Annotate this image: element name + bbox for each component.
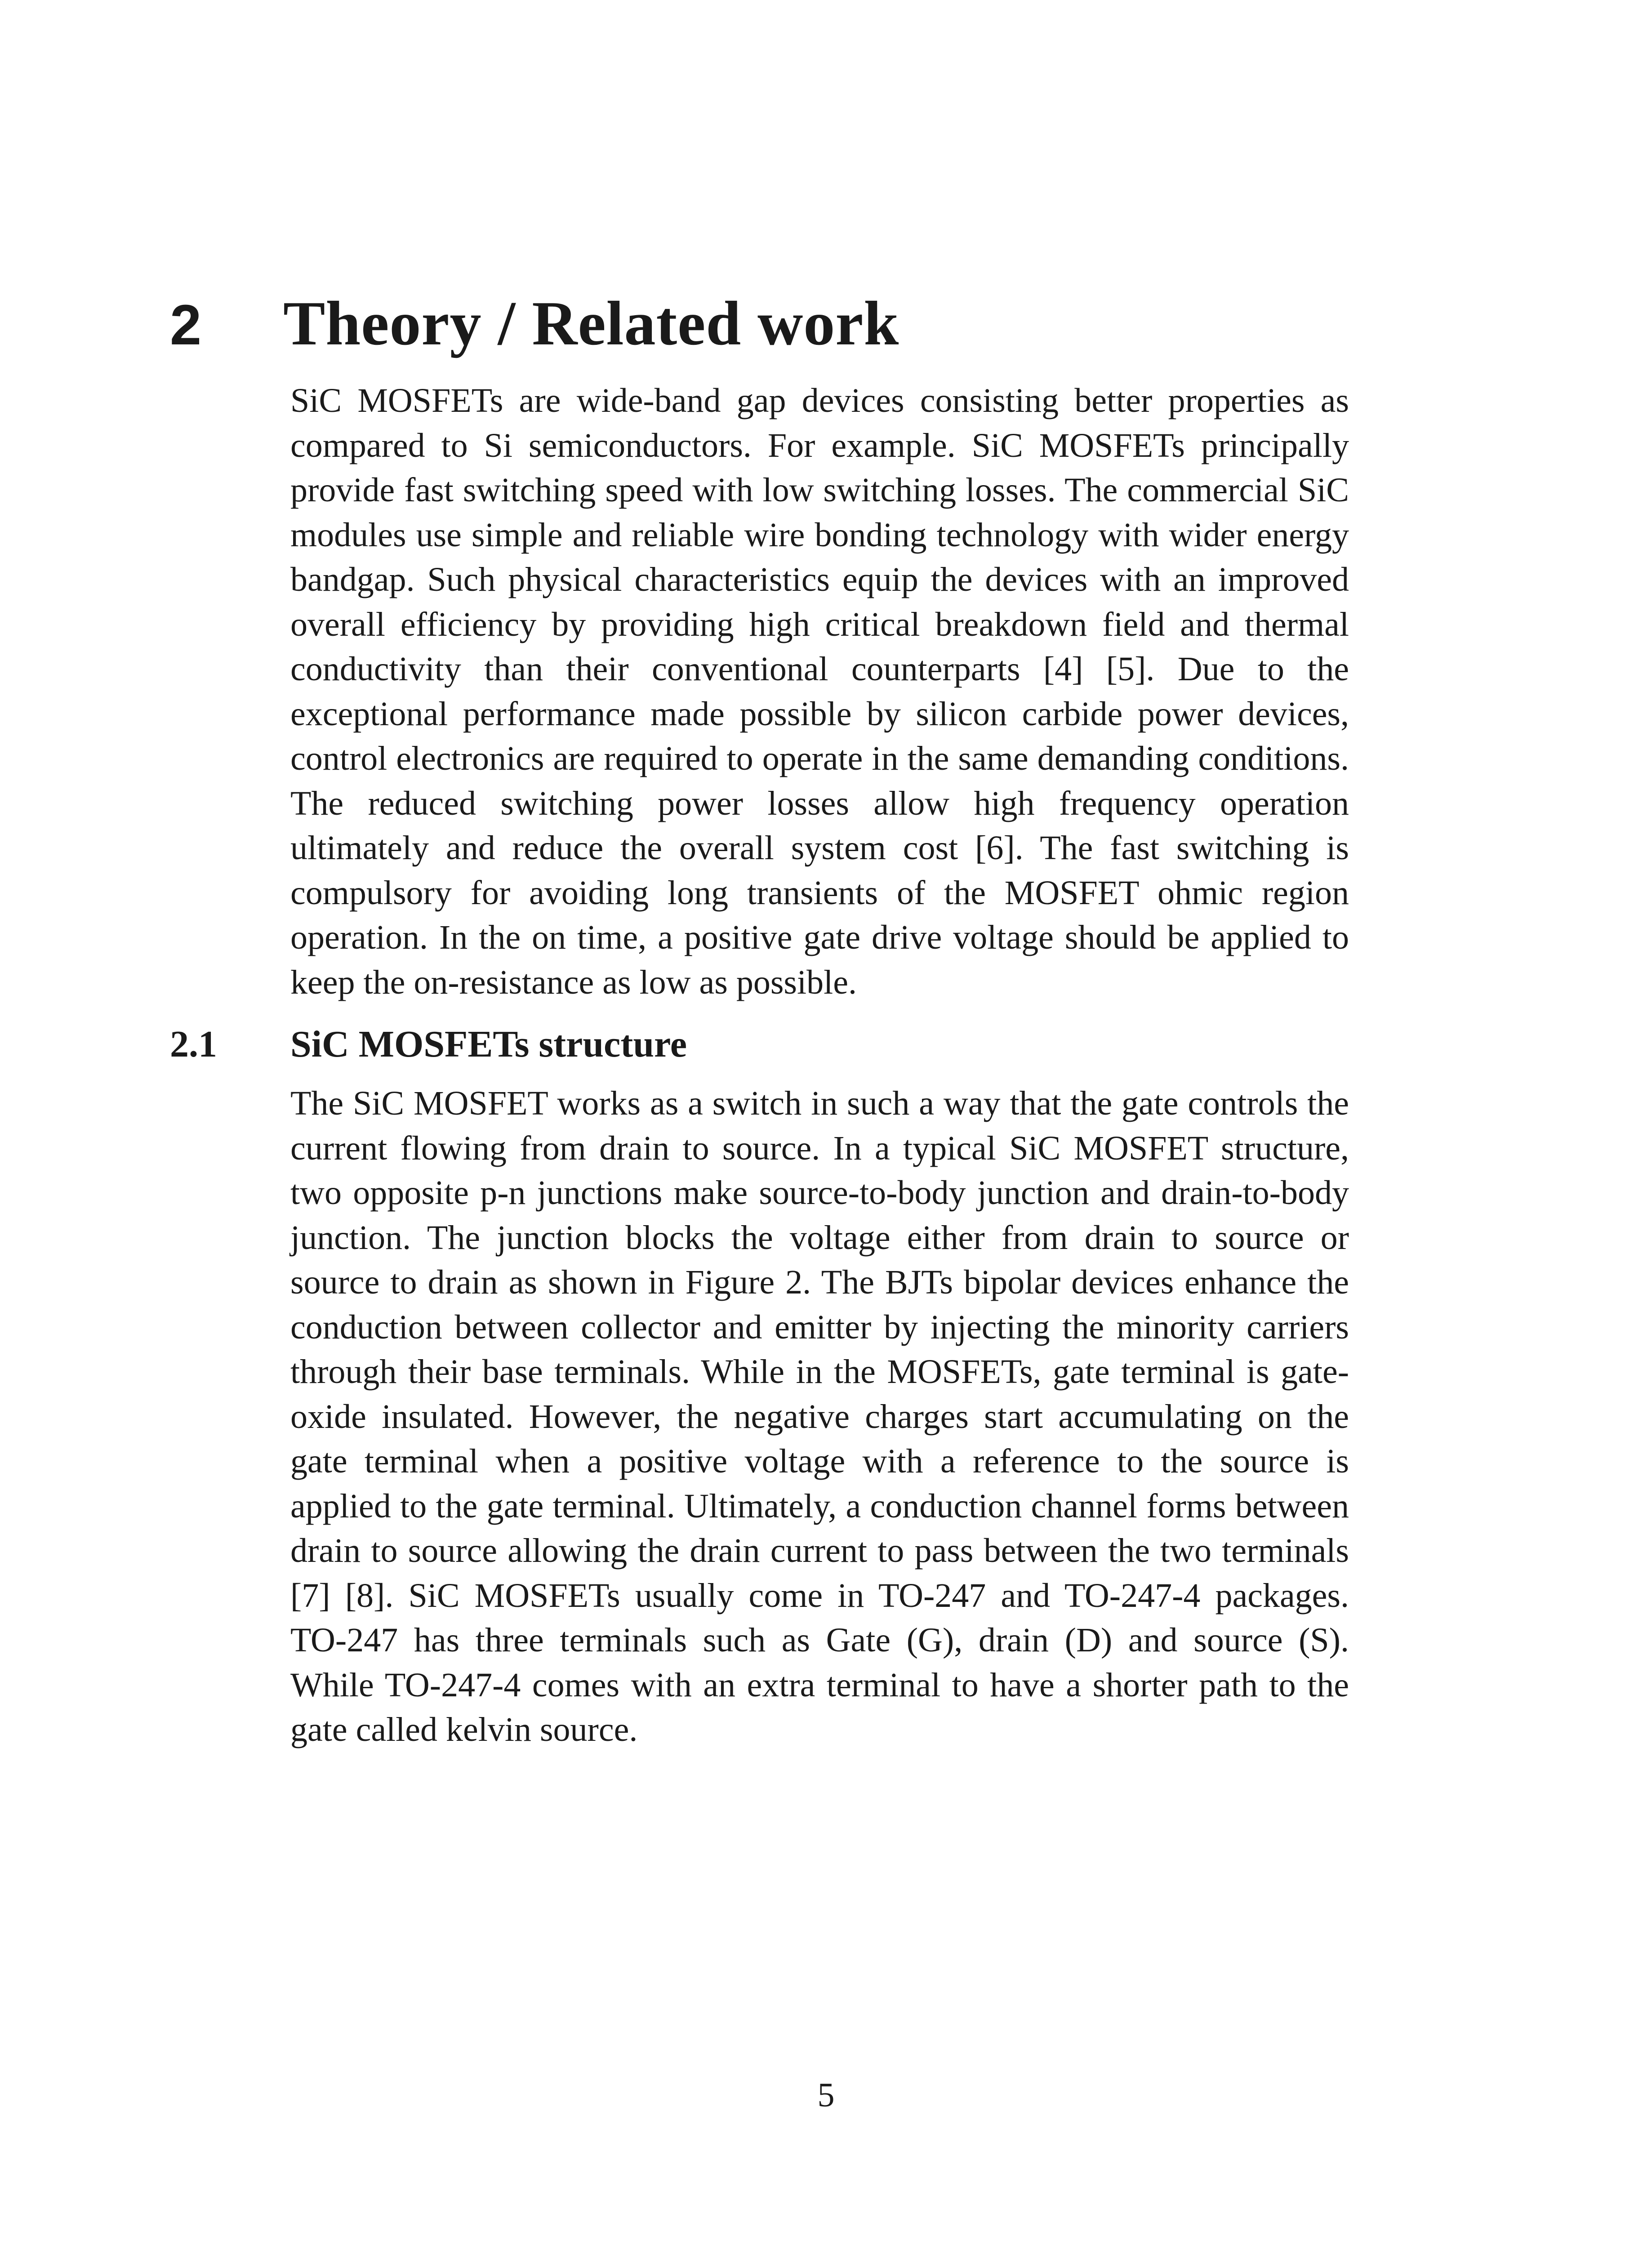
chapter-intro-paragraph: SiC MOSFETs are wide-band gap devices consisting better properties as compared to Si semiconductors. For example. SiC MOSFETs principally provide fast switching speed with low switching losses. The commercial SiC modules use simple and reliable wire bonding technology with wider energy bandgap. Such physical characteristics equip the devices with an improved overall efficiency by providing high critical breakdown field and thermal conductivity than their conventional counterparts [4] [5]. Due to the exceptional performance made possible by silicon carbide power devices, control electronics are required to operate in the same demanding conditions. The reduced switching power losses allow high frequency operation ultimately and reduce the overall system cost [6]. The fast switching is compulsory for avoiding long transients of the MOSFET ohmic region operation. In the on time, a positive gate drive voltage should be applied to keep the on-resistance as low as possible. — [290, 382, 1349, 1001]
section-heading — [170, 1020, 1384, 1074]
section-number: 2.1 — [170, 1023, 217, 1065]
chapter-title: Theory / Related work — [283, 289, 899, 358]
chapter-heading — [170, 283, 1384, 373]
section-title: SiC MOSFETs structure — [290, 1023, 687, 1065]
chapter-number: 2 — [170, 293, 202, 357]
page-number: 5 — [817, 2076, 835, 2114]
section-paragraph: The SiC MOSFET works as a switch in such a way that the gate controls the current flowing from drain to source. In a typical SiC MOSFET structure, two opposite p-n junctions make source-to-body junction and drain-to-body junction. The junction blocks the voltage either from drain to source or source to drain as shown in Figure 2. The BJTs bipolar devices enhance the conduction between collector and emitter by injecting the minority carriers through their base terminals. While in the MOSFETs, gate terminal is gate-oxide insulated. However, the negative charges start accumulating on the gate terminal when a positive voltage with a reference to the source is applied to the gate terminal. Ultimately, a conduction channel forms between drain to source allowing the drain current to pass between the two terminals [7] [8]. SiC MOSFETs usually come in TO-247 and TO-247-4 packages. TO-247 has three terminals such as Gate (G), drain (D) and source (S). While TO-247-4 comes with an extra terminal to have a shorter path to the gate called kelvin source. — [290, 1084, 1349, 1748]
